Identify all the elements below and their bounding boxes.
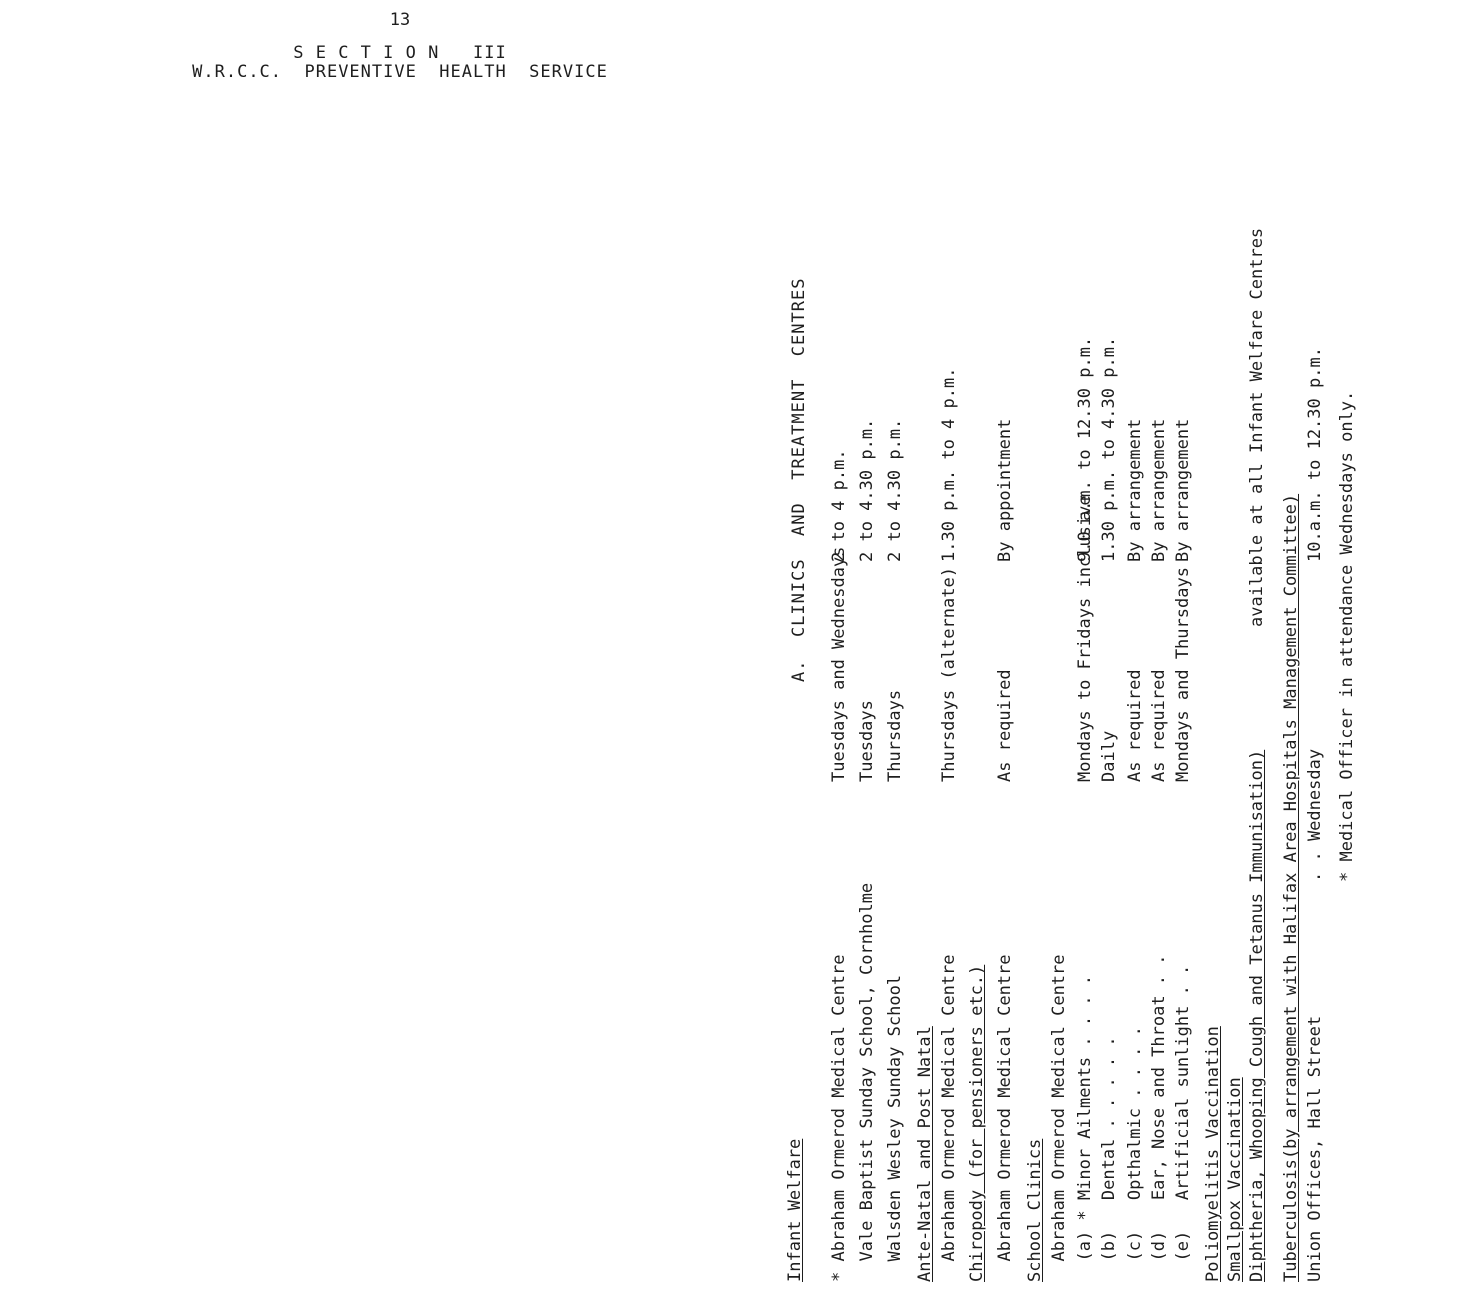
row-time: By arrangement bbox=[1125, 418, 1145, 562]
row-time: By appointment bbox=[995, 418, 1015, 562]
row-name: Abraham Ormerod Medical Centre bbox=[1049, 954, 1069, 1282]
union-offices: Union Offices, Hall Street bbox=[1305, 1015, 1325, 1282]
section-infant-welfare: Infant Welfare bbox=[785, 1138, 805, 1282]
diphtheria-note: available at all Infant Welfare Centres bbox=[1247, 227, 1267, 627]
row-name: (e) Artificial sunlight . . bbox=[1173, 964, 1193, 1282]
section-chiropody: Chiropody (for pensioners etc.) bbox=[967, 964, 987, 1282]
row-time: 2 to 4 p.m. bbox=[829, 449, 849, 562]
section-diphtheria: Diphtheria, Whooping Cough and Tetanus Immunisation) bbox=[1247, 749, 1267, 1282]
row-time: 2 to 4.30 p.m. bbox=[885, 418, 905, 562]
row-name: (c) Opthalmic . . . . bbox=[1125, 1026, 1145, 1282]
row-name: Abraham Ormerod Medical Centre bbox=[995, 954, 1015, 1282]
row-time: By arrangement bbox=[1173, 418, 1193, 562]
row-name: (a) * Minor Ailments . . . . bbox=[1075, 974, 1095, 1282]
section-poliomyelitis: Poliomyelitis Vaccination bbox=[1203, 1026, 1223, 1282]
row-time: 1.30 p.m. to 4.30 p.m. bbox=[1099, 336, 1119, 562]
section-heading: S E C T I O N III bbox=[293, 43, 507, 63]
section-tuberculosis: Tuberculosis(by arrangement with Halifax Area Hospitals Management Committee) bbox=[1281, 493, 1301, 1282]
page-number: 13 bbox=[389, 10, 411, 30]
page-header bbox=[0, 44, 800, 82]
row-day: Thursdays (alternate) bbox=[939, 567, 959, 782]
row-name: Abraham Ormerod Medical Centre bbox=[939, 954, 959, 1282]
row-time: By arrangement bbox=[1149, 418, 1169, 562]
row-day: Thursdays bbox=[885, 689, 905, 782]
table-title: A. CLINICS AND TREATMENT CENTRES bbox=[789, 277, 809, 682]
row-day: As required bbox=[995, 669, 1015, 782]
row-name: Vale Baptist Sunday School, Cornholme bbox=[857, 882, 877, 1282]
union-time: 10.a.m. to 12.30 p.m. bbox=[1305, 347, 1325, 562]
footnote: * Medical Officer in attendance Wednesdays only. bbox=[1337, 390, 1357, 882]
row-day: As required bbox=[1125, 669, 1145, 782]
row-time: 2 to 4.30 p.m. bbox=[857, 418, 877, 562]
service-heading: W.R.C.C. PREVENTIVE HEALTH SERVICE bbox=[192, 62, 608, 82]
row-day: Tuesdays and Wednesdays bbox=[829, 546, 849, 782]
row-name: (d) Ear, Nose and Throat . . bbox=[1149, 954, 1169, 1282]
row-time: 1.30 p.m. to 4 p.m. bbox=[939, 367, 959, 562]
row-name: (b) Dental . . . . . bbox=[1099, 1036, 1119, 1282]
section-smallpox: Smallpox Vaccination bbox=[1225, 1077, 1245, 1282]
row-day: Tuesdays bbox=[857, 700, 877, 782]
row-day: As required bbox=[1149, 669, 1169, 782]
row-time: 9.0 a.m. to 12.30 p.m. bbox=[1075, 336, 1095, 562]
clinics-table bbox=[775, 112, 1475, 1282]
union-day: . . Wednesday bbox=[1305, 748, 1325, 882]
row-name: Walsden Wesley Sunday School bbox=[885, 974, 905, 1282]
row-day: Mondays to Fridays inclusive bbox=[1075, 495, 1095, 782]
row-name: * Abraham Ormerod Medical Centre bbox=[829, 954, 849, 1282]
row-day: Mondays and Thursdays bbox=[1173, 567, 1193, 782]
section-ante-natal: Ante-Natal and Post Natal bbox=[915, 1026, 935, 1282]
section-school-clinics: School Clinics bbox=[1025, 1138, 1045, 1282]
row-day: Daily bbox=[1099, 730, 1119, 782]
